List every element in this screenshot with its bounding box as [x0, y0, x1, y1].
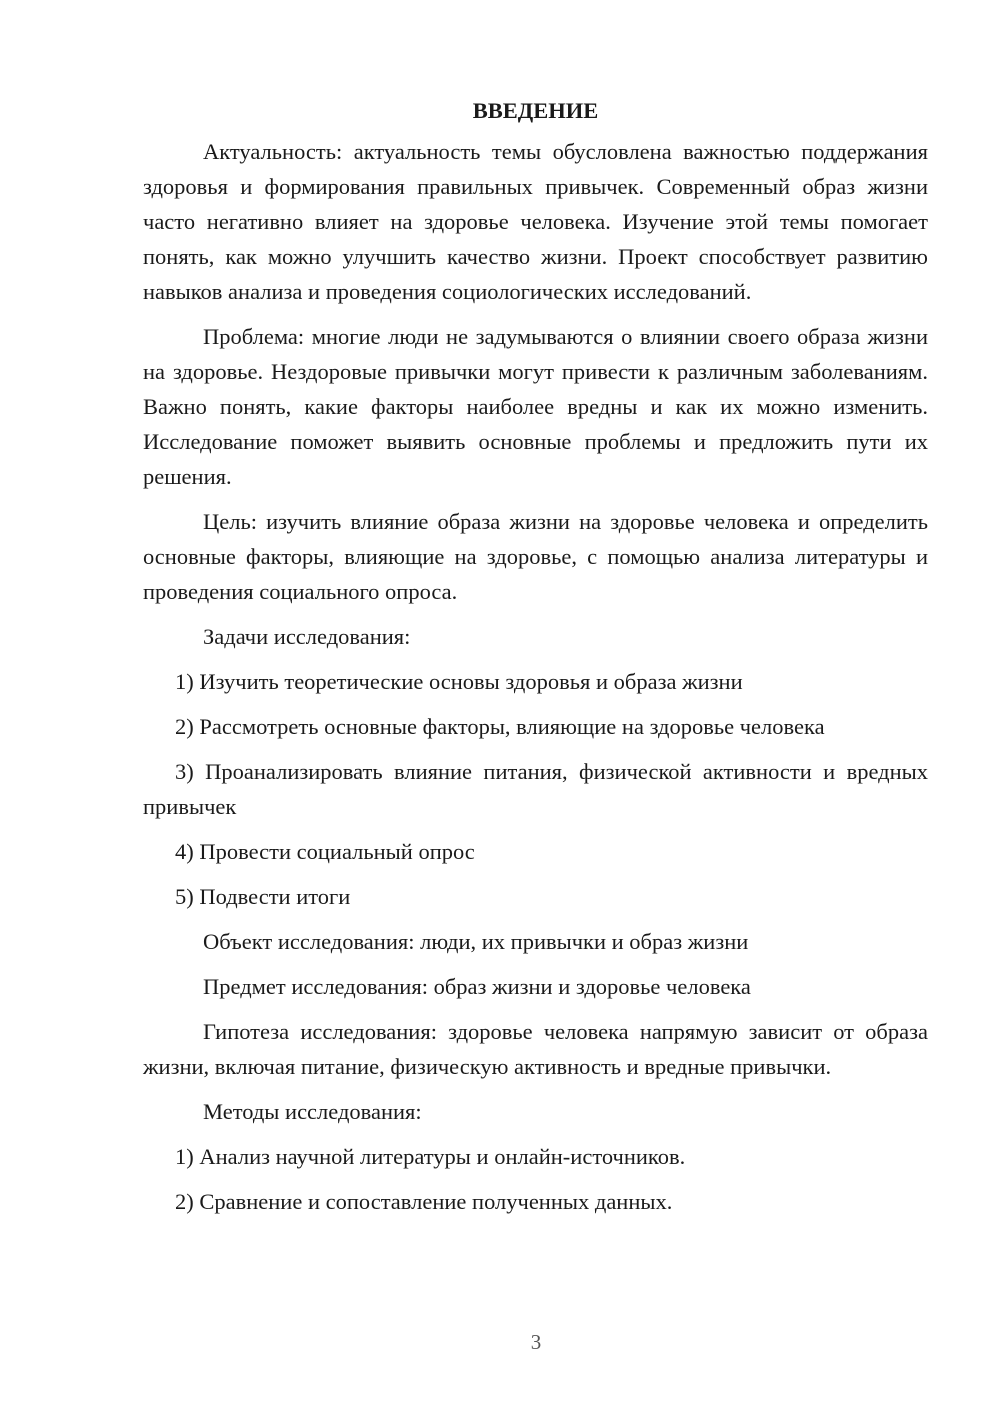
task-item: 4) Провести социальный опрос	[175, 839, 475, 864]
task-item: 1) Изучить теоретические основы здоровья и образа жизни	[175, 669, 743, 694]
document-page	[143, 93, 928, 1229]
method-item: 1) Анализ научной литературы и онлайн-источников.	[175, 1144, 686, 1169]
page-title: ВВЕДЕНИЕ	[472, 98, 599, 123]
task-item: 3) Проанализировать влияние питания, физической активности и вредных привычек	[143, 759, 928, 819]
subject-paragraph: Предмет исследования: образ жизни и здоровье человека	[203, 974, 751, 999]
goal-paragraph: Цель: изучить влияние образа жизни на здоровье человека и определить основные факторы, влияющие на здоровье, с помощью анализа литературы и проведения социального опроса.	[143, 509, 928, 604]
task-item: 2) Рассмотреть основные факторы, влияющие на здоровье человека	[175, 714, 825, 739]
problem-paragraph: Проблема: многие люди не задумываются о влиянии своего образа жизни на здоровье. Нездоровые привычки могут привести к различным заболеваниям. Важно понять, какие факторы наиболее вредны и как их можно изменить. Исследование поможет выявить основные проблемы и предложить пути их решения.	[143, 324, 928, 489]
methods-heading: Методы исследования:	[203, 1099, 422, 1124]
object-paragraph: Объект исследования: люди, их привычки и образ жизни	[203, 929, 749, 954]
relevance-paragraph: Актуальность: актуальность темы обусловлена важностью поддержания здоровья и формирования правильных привычек. Современный образ жизни часто негативно влияет на здоровье человека. Изучение этой темы помогает понять, как можно улучшить качество жизни. Проект способствует развитию навыков анализа и проведения социологических исследований.	[143, 139, 928, 304]
tasks-heading: Задачи исследования:	[203, 624, 411, 649]
hypothesis-paragraph: Гипотеза исследования: здоровье человека напрямую зависит от образа жизни, включая питание, физическую активность и вредные привычки.	[143, 1019, 928, 1079]
task-item: 5) Подвести итоги	[175, 884, 351, 909]
page-number: 3	[530, 1330, 542, 1354]
method-item: 2) Сравнение и сопоставление полученных данных.	[175, 1189, 673, 1214]
